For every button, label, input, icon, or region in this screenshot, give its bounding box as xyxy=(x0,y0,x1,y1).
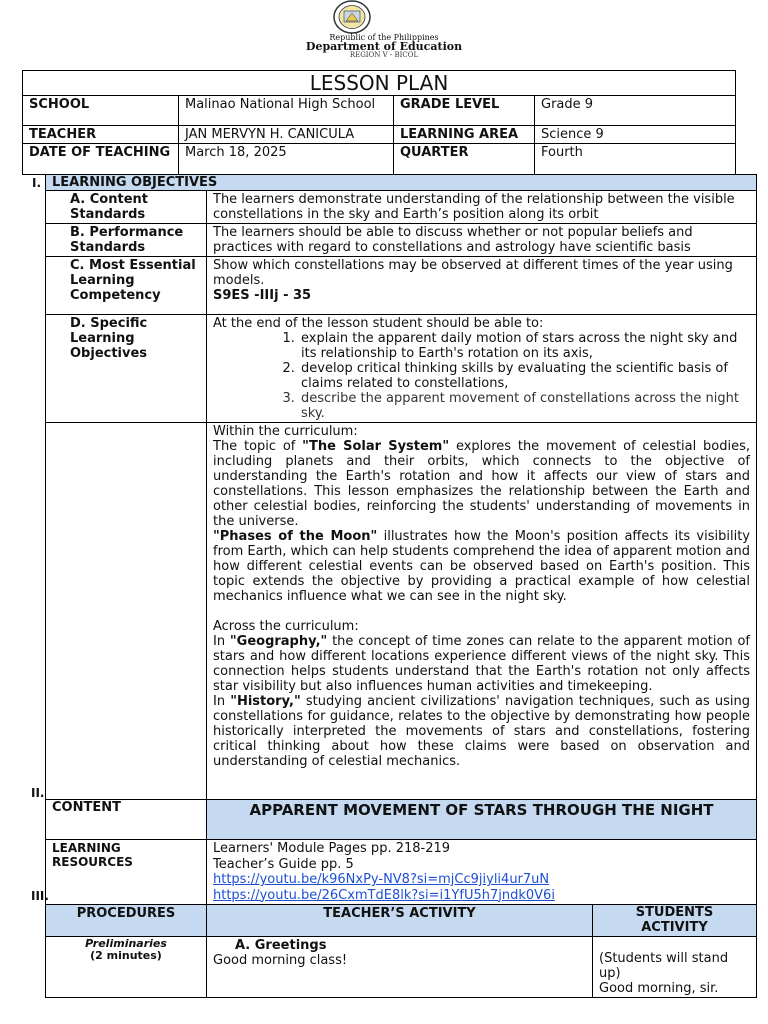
content-standards-label: A. Content Standards xyxy=(46,191,207,224)
teacher-activity-header: TEACHER’S ACTIVITY xyxy=(207,905,593,937)
specific-objectives-label: D. Specific Learning Objectives xyxy=(46,315,207,423)
integration-paragraph: "Phases of the Moon" illustrates how the Moon's position affects its visibility from Earth, which can help students comprehend the idea of apparent motion and how different celestial events can be observed based on Earth's position. This topic extends the objective by providing a practical example of how celestial mechanics influence what we can see in the night sky. xyxy=(213,529,750,604)
quarter-label: QUARTER xyxy=(394,144,535,175)
student-action: (Students will stand up) xyxy=(599,951,729,981)
lesson-plan-header-table xyxy=(22,70,736,175)
resource-item: Learners' Module Pages pp. 218-219 xyxy=(213,841,451,856)
resource-item: Teacher’s Guide pp. 5 xyxy=(213,856,354,872)
content-standards-value: The learners demonstrate understanding of the relationship between the visible constellations in the sky and Earth’s position along its orbit xyxy=(207,191,757,224)
grade-label: GRADE LEVEL xyxy=(394,96,535,126)
integration-paragraph: In "History," studying ancient civilizations' navigation techniques, such as using constellations for guidance, relates to the objective by demonstrating how people historically interpreted the movements of stars and constellations, fostering critical thinking about how these claims were based on observation and understanding of celestial mechanics. xyxy=(213,694,750,769)
quarter-value: Fourth xyxy=(535,144,736,175)
teacher-activity-cell xyxy=(207,937,593,998)
student-activity-cell xyxy=(593,937,757,998)
student-activity-header: STUDENTS ACTIVITY xyxy=(593,905,757,937)
learning-resources-cell xyxy=(207,840,757,905)
greetings-heading: A. Greetings xyxy=(235,938,327,953)
section-ii-numeral: II. xyxy=(31,786,45,800)
integration-empty-cell xyxy=(46,423,207,800)
school-label: SCHOOL xyxy=(23,96,179,126)
competency-cell xyxy=(207,257,757,315)
performance-standards-label: B. Performance Standards xyxy=(46,224,207,257)
video-link[interactable]: https://youtu.be/26CxmTdE8lk?si=i1YfU5h7jndk0V6i xyxy=(213,887,555,903)
preliminaries-time: (2 minutes) xyxy=(90,949,162,962)
content-title: APPARENT MOVEMENT OF STARS THROUGH THE NIGHT xyxy=(207,800,757,840)
objective-item: 1. explain the apparent daily motion of stars across the night sky and its relationship to Earth's rotation on its axis, xyxy=(299,331,750,361)
competency-label: C. Most Essential Learning Competency xyxy=(46,257,207,315)
area-label: LEARNING AREA xyxy=(394,126,535,144)
video-link[interactable]: https://youtu.be/k96NxPy-NV8?si=mjCc9jiyli4ur7uN xyxy=(213,872,550,887)
integration-cell xyxy=(207,423,757,800)
specific-objectives-cell xyxy=(207,315,757,423)
within-heading: Within the curriculum: xyxy=(213,424,358,439)
lesson-plan-title: LESSON PLAN xyxy=(23,71,736,96)
across-heading: Across the curriculum: xyxy=(213,619,359,634)
integration-paragraph: The topic of "The Solar System" explores the movement of celestial bodies, including planets and their orbits, which connects to the objective of understanding the Earth's rotation and how it affects our view of stars and constellations. This lesson emphasizes the relationship between the Earth and other celestial bodies, reinforcing the students' understanding of movements in the universe. xyxy=(213,439,751,529)
department-text: Department of Education xyxy=(305,40,463,53)
section-iii-numeral: III. xyxy=(31,889,49,903)
teacher-greeting: Good morning class! xyxy=(213,953,348,968)
lesson-body-table xyxy=(45,174,757,998)
region-text: REGION V - BICOL xyxy=(349,51,419,59)
republic-text: Republic of the Philippines xyxy=(329,33,439,42)
teacher-label: TEACHER xyxy=(23,126,179,144)
objective-item: 2. develop critical thinking skills by evaluating the scientific basis of claims related to constellations, xyxy=(299,361,750,391)
competency-value: Show which constellations may be observed at different times of the year using models. xyxy=(213,258,733,288)
performance-standards-value: The learners should be able to discuss whether or not popular beliefs and practices with regard to constellations and astrology have scientific basis xyxy=(207,224,757,257)
preliminaries-cell xyxy=(46,937,207,998)
content-label: CONTENT xyxy=(46,800,207,840)
teacher-value: JAN MERVYN H. CANICULA xyxy=(179,126,394,144)
learning-resources-label: LEARNING RESOURCES xyxy=(46,840,207,905)
section-i-numeral: I. xyxy=(32,176,42,190)
specific-objectives-list xyxy=(213,331,750,421)
area-value: Science 9 xyxy=(535,126,736,144)
integration-paragraph: In "Geography," the concept of time zones can relate to the apparent motion of stars and how different locations experience different views of the night sky. This connection helps students understand that the Earth's rotation not only affects star visibility but also influences human activities and timekeeping. xyxy=(213,634,750,694)
grade-value: Grade 9 xyxy=(535,96,736,126)
competency-code: S9ES -IIIj - 35 xyxy=(213,288,312,303)
deped-seal-icon xyxy=(320,0,384,34)
school-value: Malinao National High School xyxy=(179,96,394,126)
date-label: DATE OF TEACHING xyxy=(23,144,179,175)
procedures-header: PROCEDURES xyxy=(46,905,207,937)
specific-objectives-intro: At the end of the lesson student should be able to: xyxy=(213,316,544,331)
preliminaries-label: Preliminaries xyxy=(85,937,167,950)
date-value: March 18, 2025 xyxy=(179,144,394,175)
learning-objectives-heading: LEARNING OBJECTIVES xyxy=(46,175,757,191)
student-greeting: Good morning, sir. xyxy=(599,981,719,996)
objective-item: 3. describe the apparent movement of constellations across the night sky. xyxy=(299,391,750,421)
